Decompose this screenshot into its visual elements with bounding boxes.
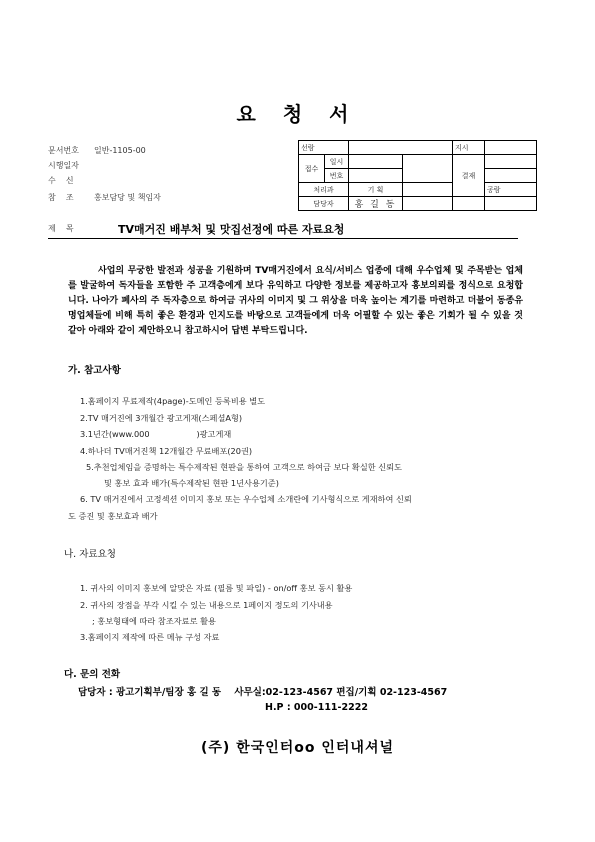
document-title: 요 청 서 <box>236 102 359 126</box>
section-a-item-5-cont: 및 홍보 효과 배가(특수제작된 현판 1년사용기준) <box>104 478 279 488</box>
section-b-item-2: 2. 귀사의 장점을 부각 시킬 수 있는 내용으로 1페이지 정도의 기사내용 <box>80 600 333 610</box>
blank-cell-4 <box>453 197 485 211</box>
enforce-date-label: 시행일자 <box>48 161 79 170</box>
blank-cell-3 <box>403 197 453 211</box>
gyeoljae-label <box>453 155 485 197</box>
section-a-item-1: 1.홈페이지 무료제작(4page)-도메인 등록비용 별도 <box>80 396 266 406</box>
blank-cell-2 <box>403 183 453 197</box>
subject-text: TV매거진 배부처 및 맛집선정에 따른 자료요청 <box>118 223 345 236</box>
beonho-label: 번호 <box>325 169 349 183</box>
gyeoljae-cell-1 <box>485 155 537 169</box>
damdangja-label: 담당자 <box>299 197 349 211</box>
section-a-item-6-cont: 도 증진 및 홍보효과 배가 <box>68 511 158 521</box>
blank-cell-5 <box>485 197 537 211</box>
ilsi-label: 일시 <box>325 155 349 169</box>
section-c-heading: 다. 문의 전화 <box>64 669 121 680</box>
cheorigwa-label: 처리과 <box>299 183 349 197</box>
ilsi-cell <box>349 155 403 169</box>
jeopsu-label: 접수 <box>299 155 325 183</box>
contact-line: 담당자 : 광고기획부/팀장 홍 길 동 사무실:02-123-4567 편집/기획 02-123-4567 <box>78 687 448 698</box>
section-a-item-6: 6. TV 매거진에서 고정섹션 이미지 홍보 또는 우수업체 소개란에 기사형식으로 게재하여 신뢰 <box>80 494 412 504</box>
seonnap-cell <box>349 141 453 155</box>
approval-table <box>298 140 537 211</box>
beonho-cell <box>349 169 403 183</box>
jisi-label: 지시 <box>453 141 485 155</box>
seonnap-label: 선람 <box>299 141 349 155</box>
blank-cell <box>403 155 453 183</box>
section-b-item-3: 3.홈페이지 제작에 따른 메뉴 구성 자료 <box>80 632 220 642</box>
hp-line: H.P : 000-111-2222 <box>265 702 368 713</box>
subject-divider <box>48 238 518 239</box>
doc-number-value: 일반-1105-00 <box>94 146 146 155</box>
section-b-item-1: 1. 귀사의 이미지 홍보에 알맞은 자료 (필름 및 파일) - on/off 홍보 동시 활용 <box>80 583 353 593</box>
reference-value: 홍보담당 및 책임자 <box>94 193 161 202</box>
section-a-item-5: 5.추천업체임을 증명하는 특수제작된 현판을 통하여 고객으로 하여금 보다 확실한 신뢰도 <box>86 462 402 472</box>
reference-label: 참 조 <box>48 193 74 202</box>
gihoek-value: 기 획 <box>349 183 403 197</box>
section-a-heading: 가. 참고사항 <box>68 365 121 376</box>
section-a-item-2: 2.TV 매거진에 3개월간 광고게재(스페셜A형) <box>80 413 243 423</box>
damdangja-name: 홍 길 동 <box>349 197 403 211</box>
gongram-label: 공람 <box>485 183 537 197</box>
subject-label: 제 목 <box>48 224 74 233</box>
section-a-item-3: 3.1년간(www.000 )광고게재 <box>80 429 232 439</box>
gyeoljae-cell-2 <box>485 169 537 183</box>
company-name: (주) 한국인터oo 인터내셔널 <box>200 740 395 756</box>
jisi-cell <box>485 141 537 155</box>
section-b-item-2-cont: ; 홍보형태에 따라 참조자료로 활용 <box>92 616 216 626</box>
section-b-heading: 나. 자료요청 <box>64 549 116 560</box>
gyeoljae-text: 결재 <box>461 171 476 180</box>
body-paragraph <box>68 264 523 339</box>
section-a-item-4: 4.하나더 TV매거진책 12개월간 무료배포(20권) <box>80 446 253 456</box>
recipient-label: 수 신 <box>48 176 74 185</box>
doc-number-label: 문서번호 <box>48 146 79 155</box>
body-paragraph-text: 사업의 무궁한 발전과 성공을 기원하며 TV매거진에서 요식/서비스 업종에 대해 우수업체 및 주목받는 업체를 발굴하여 독자들을 포함한 주 고객층에게 보다 유익하고 다양한 정보를 제공하고자 홍보의뢰를 정식으로 요청합니다. 나아가 폐사의 주 독자층으로 하여금 귀사의 이미지 및 그 위상을 더욱 높이는 계기를 마련하고 더불어 동종유명업체들에 비해 특히 좋은 환경과 인지도를 바탕으로 고객들에게 더욱 어필할 수 있는 좋은 기회가 될 수 있을 것 같아 아래와 같이 제안하오니 참고하시어 답변 부탁드립니다. <box>68 266 523 336</box>
